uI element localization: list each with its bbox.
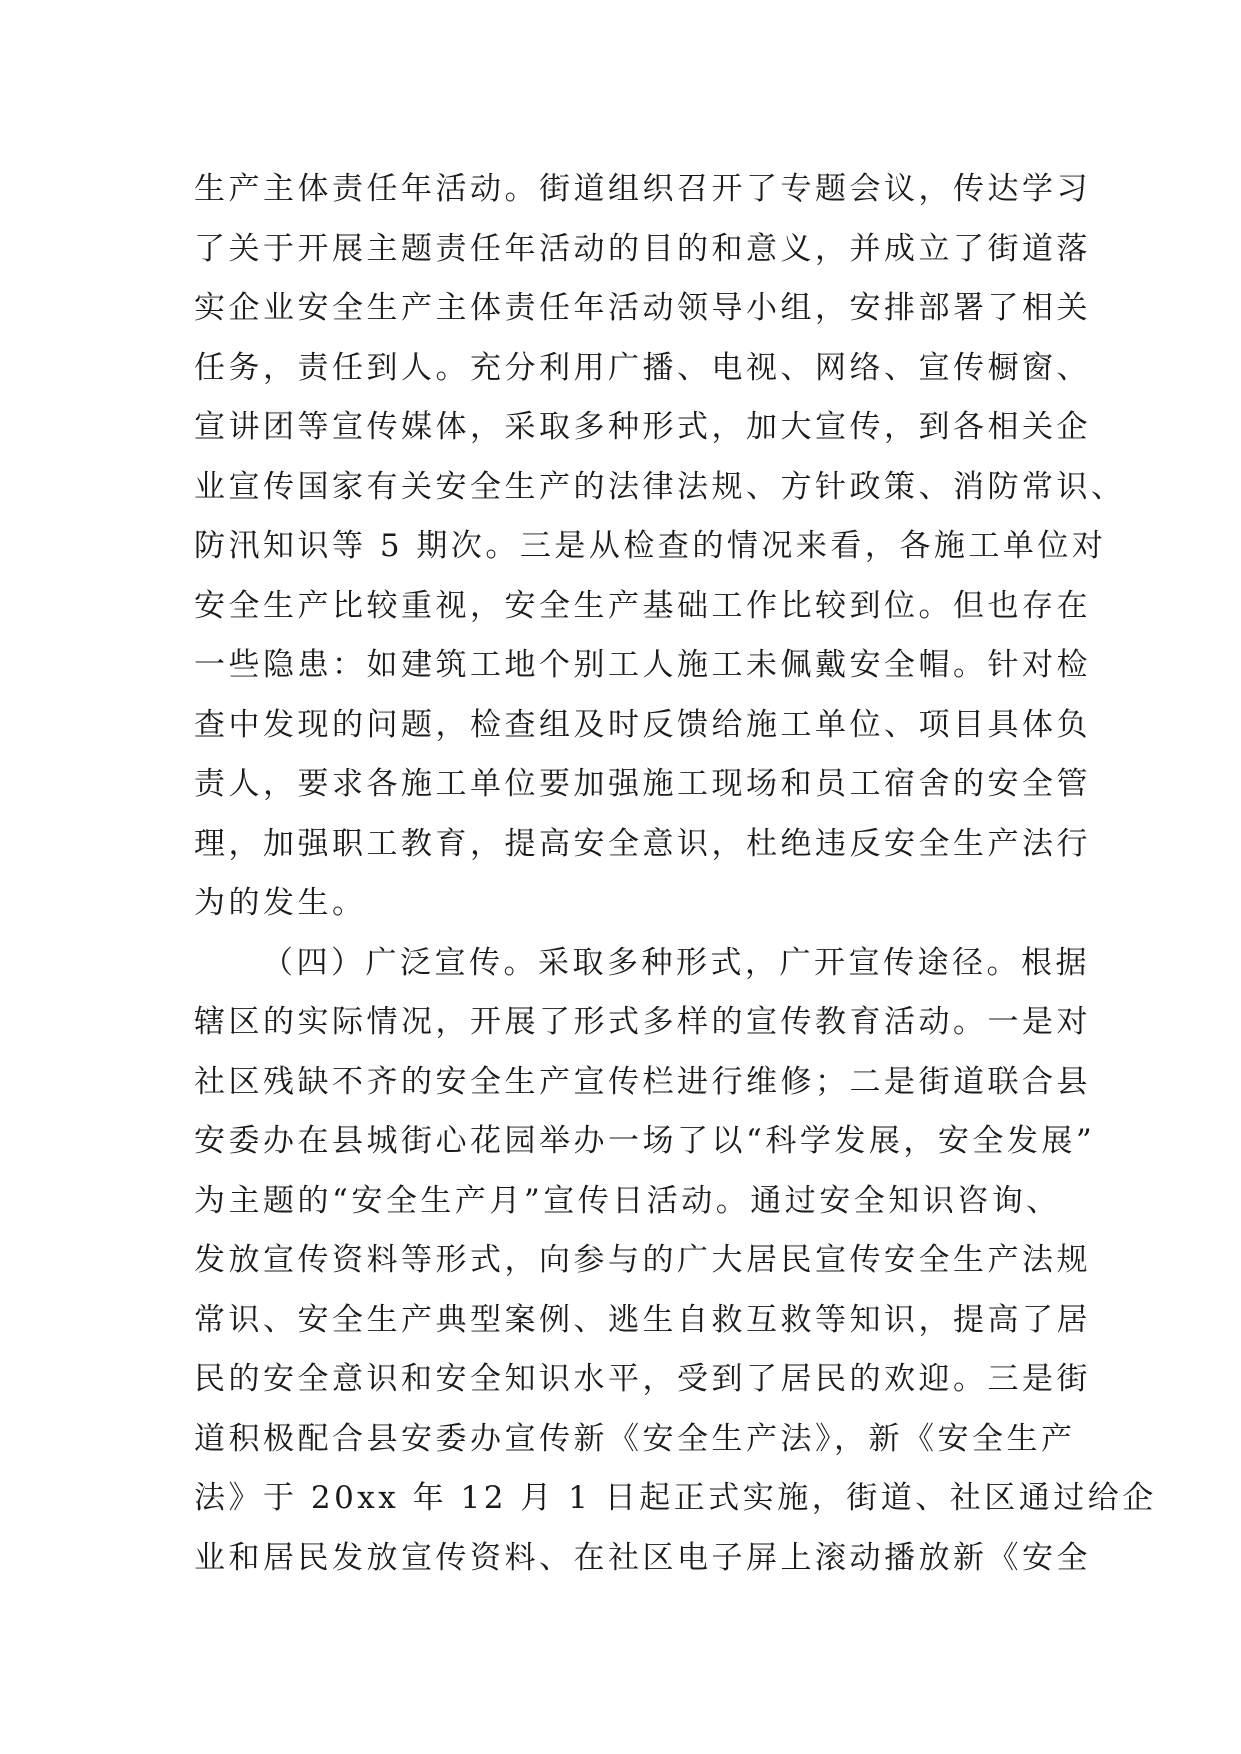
text-line: 安全生产比较重视，安全生产基础工作比较到位。但也存在: [194, 587, 1091, 624]
text-line: 理，加强职工教育，提高安全意识，杜绝违反安全生产法行: [194, 825, 1091, 862]
text-line: 责人，要求各施工单位要加强施工现场和员工宿舍的安全管: [194, 766, 1091, 802]
section-heading-line: （四）广泛宣传。采取多种形式，广开宣传途径。根据: [262, 944, 1090, 981]
text-line: 业和居民发放宣传资料、在社区电子屏上滚动播放新《安全: [194, 1539, 1091, 1576]
text-line: 安委办在县城街心花园举办一场了以“科学发展，安全发展”: [194, 1123, 1096, 1159]
text-line: 实企业安全生产主体责任年活动领导小组，安排部署了相关: [194, 290, 1091, 326]
body-text: [194, 160, 1157, 1588]
text-line: 生产主体责任年活动。街道组织召开了专题会议，传达学习: [194, 171, 1091, 207]
text-line: 为主题的“安全生产月”宣传日活动。通过安全知识咨询、: [194, 1182, 1061, 1219]
text-line: 查中发现的问题，检查组及时反馈给施工单位、项目具体负: [194, 706, 1091, 743]
text-line: 法》于 20xx 年 12 月 1 日起正式实施，街道、社区通过给企: [194, 1480, 1157, 1516]
text-line: 业宣传国家有关安全生产的法律法规、方针政策、消防常识、: [194, 468, 1126, 505]
text-line: 防汛知识等 5 期次。三是从检查的情况来看，各施工单位对: [194, 528, 1107, 564]
text-line: 发放宣传资料等形式，向参与的广大居民宣传安全生产法规: [194, 1242, 1091, 1278]
text-line: 任务，责任到人。充分利用广播、电视、网络、宣传橱窗、: [194, 349, 1091, 386]
text-line: 宣讲团等宣传媒体，采取多种形式，加大宣传，到各相关企: [194, 409, 1091, 445]
text-line: 一些隐患：如建筑工地个别工人施工未佩戴安全帽。针对检: [194, 647, 1091, 683]
text-line: 了关于开展主题责任年活动的目的和意义，并成立了街道落: [194, 230, 1091, 267]
text-line: 常识、安全生产典型案例、逃生自救互救等知识，提高了居: [194, 1301, 1091, 1338]
text-line: 辖区的实际情况，开展了形式多样的宣传教育活动。一是对: [194, 1004, 1091, 1040]
text-line: 为的发生。: [194, 885, 367, 921]
text-line: 道积极配合县安委办宣传新《安全生产法》，新《安全生产: [194, 1420, 1076, 1457]
text-line: 民的安全意识和安全知识水平，受到了居民的欢迎。三是街: [194, 1361, 1091, 1397]
text-line: 社区残缺不齐的安全生产宣传栏进行维修；二是街道联合县: [194, 1063, 1091, 1100]
